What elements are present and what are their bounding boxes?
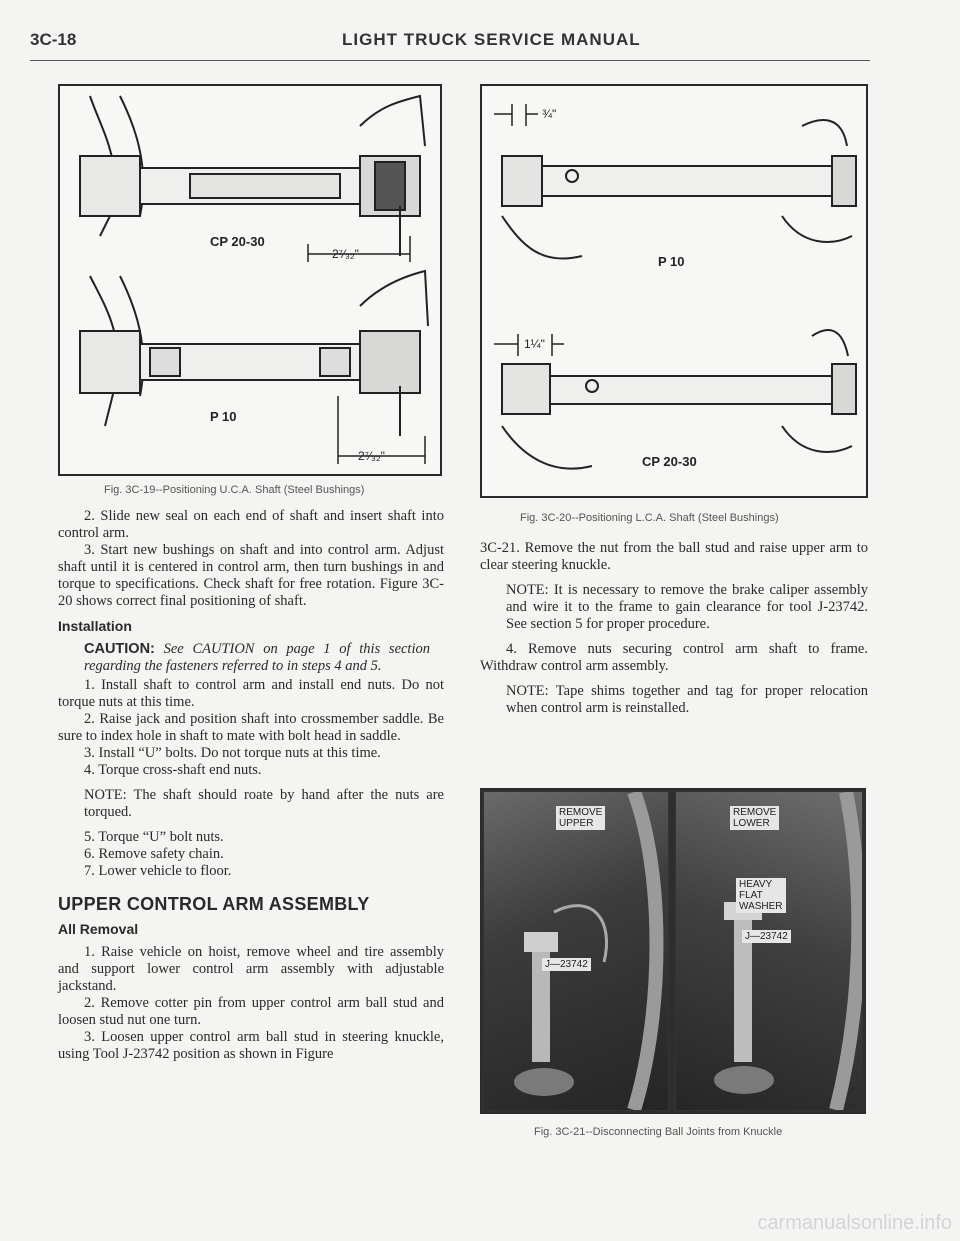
installation-step-7: 7. Lower vehicle to floor. [84,863,232,879]
photo-remove-upper [483,791,669,1111]
removal-step-2: 2. Remove cotter pin from upper control arm ball stud and loosen stud nut one turn. [58,995,444,1028]
removal-step-3: 3. Loosen upper control arm ball stud in steering knuckle, using Tool J-23742 position as shown in Figure [58,1029,444,1062]
step-3: 3. Start new bushings on shaft and into control arm. Adjust shaft until it is centered in control arm, then turn bushings in and torque to specifications. Check shaft for free rotation. Figure 3C-20 shows correct final positioning of shaft. [58,542,444,609]
figure-3c-20-drawing [482,86,866,496]
installation-step-3: 3. Install “U” bolts. Do not torque nuts at this time. [84,745,381,761]
figure-3c-21-caption: Fig. 3C-21--Disconnecting Ball Joints from Knuckle [534,1126,783,1138]
tag-remove-lower: REMOVE LOWER [730,806,779,830]
figure-3c-20-label-bottom: CP 20-30 [642,454,697,469]
figure-3c-19-dim-bottom: 2⁷⁄₃₂" [358,449,385,463]
caution-text: See CAUTION on page 1 of this section regarding the fasteners referred to in steps 4 and 5. [84,641,430,674]
right-note-2: NOTE: Tape shims together and tag for proper relocation when control arm is reinstalled. [506,683,868,716]
step-2: 2. Slide new seal on each end of shaft and insert shaft into control arm. [58,508,444,541]
installation-heading: Installation [58,618,132,634]
page-header [30,30,930,54]
lcs-shaft-top [502,120,856,259]
right-step-4: 4. Remove nuts securing control arm shaft to frame. Withdraw control arm assembly. [480,641,868,674]
figure-3c-19-label-top: CP 20-30 [210,234,265,249]
tag-tool-upper: J—23742 [542,958,591,971]
figure-3c-19-caption: Fig. 3C-19--Positioning U.C.A. Shaft (Steel Bushings) [104,484,365,496]
header-rule [30,60,870,61]
right-paragraph: 3C-21. Remove the nut from the ball stud and raise upper arm to clear steering knuckle. [480,540,868,573]
ucs-shaft-bottom [80,271,428,436]
running-title: LIGHT TRUCK SERVICE MANUAL [342,30,641,49]
right-note-1: NOTE: It is necessary to remove the brake caliper assembly and wire it to the frame to gain clearance for tool J-23742. See section 5 for proper procedure. [506,582,868,632]
tag-remove-upper: REMOVE UPPER [556,806,605,830]
lcs-shaft-bottom [502,330,856,469]
figure-3c-20-caption: Fig. 3C-20--Positioning L.C.A. Shaft (Steel Bushings) [520,512,779,524]
figure-3c-19-label-bottom: P 10 [210,409,237,424]
section-heading: UPPER CONTROL ARM ASSEMBLY [58,894,370,914]
ucs-shaft-top [80,96,425,256]
figure-3c-20-label-top: P 10 [658,254,685,269]
installation-step-4: 4. Torque cross-shaft end nuts. [84,762,262,778]
watermark: carmanualsonline.info [757,1212,952,1234]
figure-3c-21 [480,788,866,1114]
figure-3c-19-drawing [60,86,440,474]
figure-3c-19 [58,84,442,476]
figure-3c-20-dim-top: ¾" [542,107,557,121]
caution-block [84,641,430,675]
installation-step-5: 5. Torque “U” bolt nuts. [84,829,224,845]
figure-3c-20-dim-bottom: 1¼" [524,337,545,351]
photo-remove-lower [675,791,863,1111]
installation-step-6: 6. Remove safety chain. [84,846,224,862]
installation-note: NOTE: The shaft should roate by hand after the nuts are torqued. [84,787,444,820]
left-column [58,508,444,1063]
installation-step-2: 2. Raise jack and position shaft into crossmember saddle. Be sure to index hole in shaft to mate with bolt head in saddle. [58,711,444,744]
photo-lower-art [676,792,862,1110]
tag-tool-lower: J—23742 [742,930,791,943]
right-column [480,540,868,725]
photo-upper-art [484,792,668,1110]
caution-label: CAUTION: [84,641,155,657]
page-number: 3C-18 [30,30,77,49]
installation-step-1: 1. Install shaft to control arm and install end nuts. Do not torque nuts at this time. [58,677,444,710]
tag-heavy-flat-washer: HEAVY FLAT WASHER [736,878,786,913]
removal-heading: All Removal [58,921,139,937]
figure-3c-20 [480,84,868,498]
figure-3c-19-dim-top: 2⁷⁄₃₂" [332,247,359,261]
removal-step-1: 1. Raise vehicle on hoist, remove wheel and tire assembly and support lower control arm assembly with adjustable jackstand. [58,944,444,994]
